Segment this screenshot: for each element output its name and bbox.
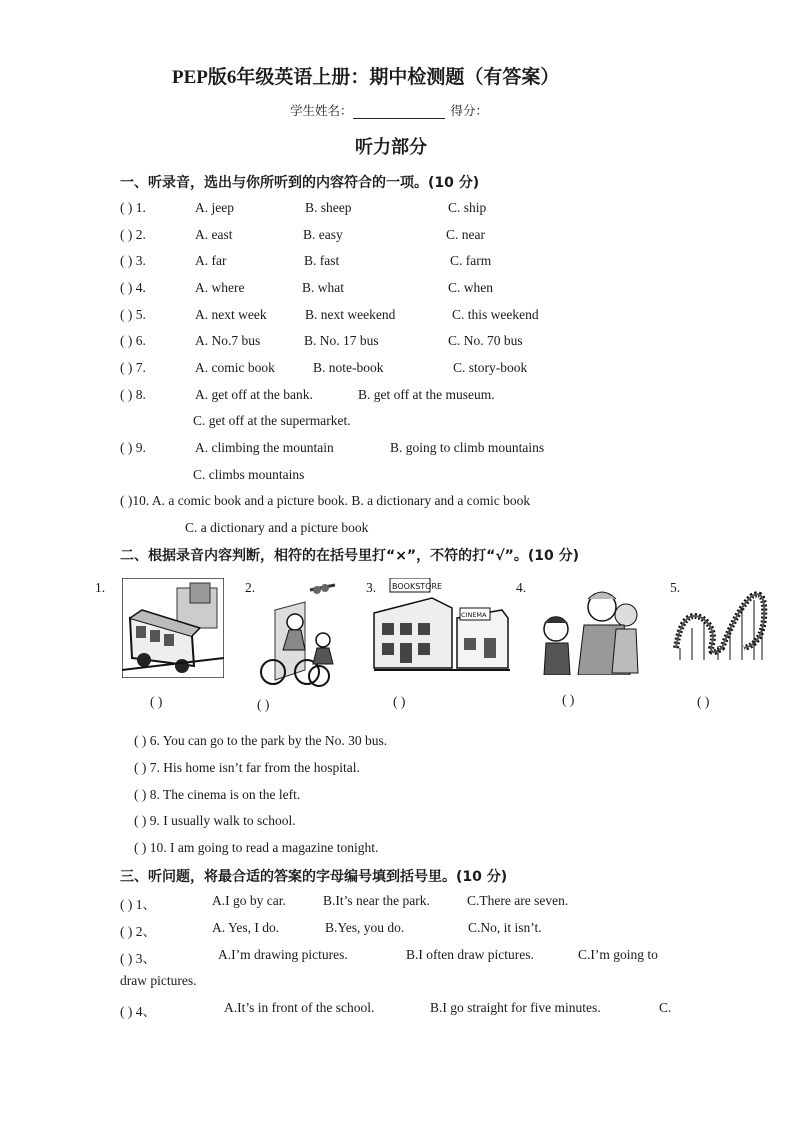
statement-item: ( ) 10. I am going to read a magazine tonight. <box>134 840 379 855</box>
option-b: B. what <box>302 280 344 295</box>
option-c: C. a dictionary and a picture book <box>185 520 369 535</box>
page-title: PEP版6年级英语上册：期中检测题（有答案） <box>172 67 560 88</box>
option-a: A. east <box>195 227 233 242</box>
option-a: A. get off at the bank. <box>195 387 313 402</box>
list-item: ( ) 5. <box>120 307 146 322</box>
option-c: C. No. 70 bus <box>448 333 523 348</box>
list-item: ( ) 4. <box>120 280 146 295</box>
statement-item: ( ) 7. His home isn’t far from the hospital. <box>134 760 360 775</box>
list-item: ( ) 1. <box>120 200 146 215</box>
statement-item: ( ) 8. The cinema is on the left. <box>134 787 301 802</box>
answer-bracket[interactable]: ( ) <box>150 694 163 709</box>
option-b: B.It’s near the park. <box>323 893 430 908</box>
option-a: A. climbing the mountain <box>195 440 334 455</box>
part3-heading: 三、听问题，将最合适的答案的字母编号填到括号里。(10 分) <box>120 869 508 885</box>
list-item: ( ) 9. <box>120 440 146 455</box>
option-a: A. Yes, I do. <box>212 920 280 935</box>
option-b: B. fast <box>304 253 340 268</box>
picture-number: 5. <box>670 580 681 595</box>
student-name-blank[interactable] <box>353 106 445 119</box>
option-c: C. when <box>448 280 493 295</box>
option-c: C. this weekend <box>452 307 539 322</box>
option-a: A. far <box>195 253 227 268</box>
roller-coaster-picture <box>672 588 768 660</box>
bike-riding-picture <box>255 580 345 688</box>
score-label: 得分： <box>450 103 489 118</box>
option-c: C. climbs mountains <box>193 467 305 482</box>
option-c: C. ship <box>448 200 487 215</box>
cinema-sign: CINEMA <box>461 611 487 619</box>
student-name-label: 学生姓名： <box>290 103 353 118</box>
option-b: B.Yes, you do. <box>325 920 405 935</box>
option-c: C. near <box>446 227 485 242</box>
option-b: B. going to climb mountains <box>390 440 545 455</box>
option-c: C.There are seven. <box>467 893 569 908</box>
option-b: B.I often draw pictures. <box>406 947 534 962</box>
option-a: A. where <box>195 280 245 295</box>
bookstore-sign: BOOKSTORE <box>392 582 443 591</box>
option-c: C.I’m going to <box>578 947 658 962</box>
picture-number: 3. <box>366 580 377 595</box>
answer-bracket[interactable]: ( ) <box>393 694 406 709</box>
list-item: ( ) 7. <box>120 360 146 375</box>
list-item: ( )10. A. a comic book and a picture book. B. a dictionary and a comic book <box>120 493 531 508</box>
list-item: ( ) 3. <box>120 253 146 268</box>
option-a: A.It’s in front of the school. <box>224 1000 375 1015</box>
question-number: ( ) 4、 <box>120 1004 156 1019</box>
option-b: B. note-book <box>313 360 384 375</box>
option-b: B. easy <box>303 227 343 242</box>
picture-number: 2. <box>245 580 256 595</box>
option-c: C. get off at the supermarket. <box>193 413 351 428</box>
bookstore-cinema-picture <box>372 578 512 678</box>
option-a: A. comic book <box>195 360 275 375</box>
option-b: B. No. 17 bus <box>304 333 379 348</box>
list-item: ( ) 6. <box>120 333 146 348</box>
option-c: C. farm <box>450 253 492 268</box>
statement-item: ( ) 9. I usually walk to school. <box>134 813 296 828</box>
option-c: C. <box>659 1000 672 1015</box>
option-b: B. get off at the museum. <box>358 387 495 402</box>
option-b: B.I go straight for five minutes. <box>430 1000 601 1015</box>
option-c: C.No, it isn’t. <box>468 920 542 935</box>
option-c: C. story-book <box>453 360 528 375</box>
option-a: A. No.7 bus <box>195 333 261 348</box>
option-a: A. jeep <box>195 200 234 215</box>
option-a: A.I’m drawing pictures. <box>218 947 348 962</box>
question-number: ( ) 1、 <box>120 897 156 912</box>
question-number: ( ) 3、 <box>120 951 156 966</box>
family-picture <box>540 585 640 675</box>
option-b: B. sheep <box>305 200 352 215</box>
list-item: ( ) 8. <box>120 387 146 402</box>
student-info-line <box>290 101 488 119</box>
option-c-continued: draw pictures. <box>120 973 197 988</box>
section-title: 听力部分 <box>355 137 427 157</box>
bus-picture <box>122 578 224 678</box>
list-item: ( ) 2. <box>120 227 146 242</box>
part1-heading: 一、听录音，选出与你所听到的内容符合的一项。(10 分) <box>120 175 480 191</box>
option-b: B. next weekend <box>305 307 396 322</box>
answer-bracket[interactable]: ( ) <box>257 697 270 712</box>
option-a: A.I go by car. <box>212 893 286 908</box>
answer-bracket[interactable]: ( ) <box>697 694 710 709</box>
statement-item: ( ) 6. You can go to the park by the No. 30 bus. <box>134 733 388 748</box>
picture-number: 4. <box>516 580 527 595</box>
part2-heading: 二、根据录音内容判断，相符的在括号里打“×”，不符的打“√”。(10 分) <box>120 548 580 564</box>
question-number: ( ) 2、 <box>120 924 156 939</box>
picture-number: 1. <box>95 580 106 595</box>
option-a: A. next week <box>195 307 267 322</box>
answer-bracket[interactable]: ( ) <box>562 692 575 707</box>
